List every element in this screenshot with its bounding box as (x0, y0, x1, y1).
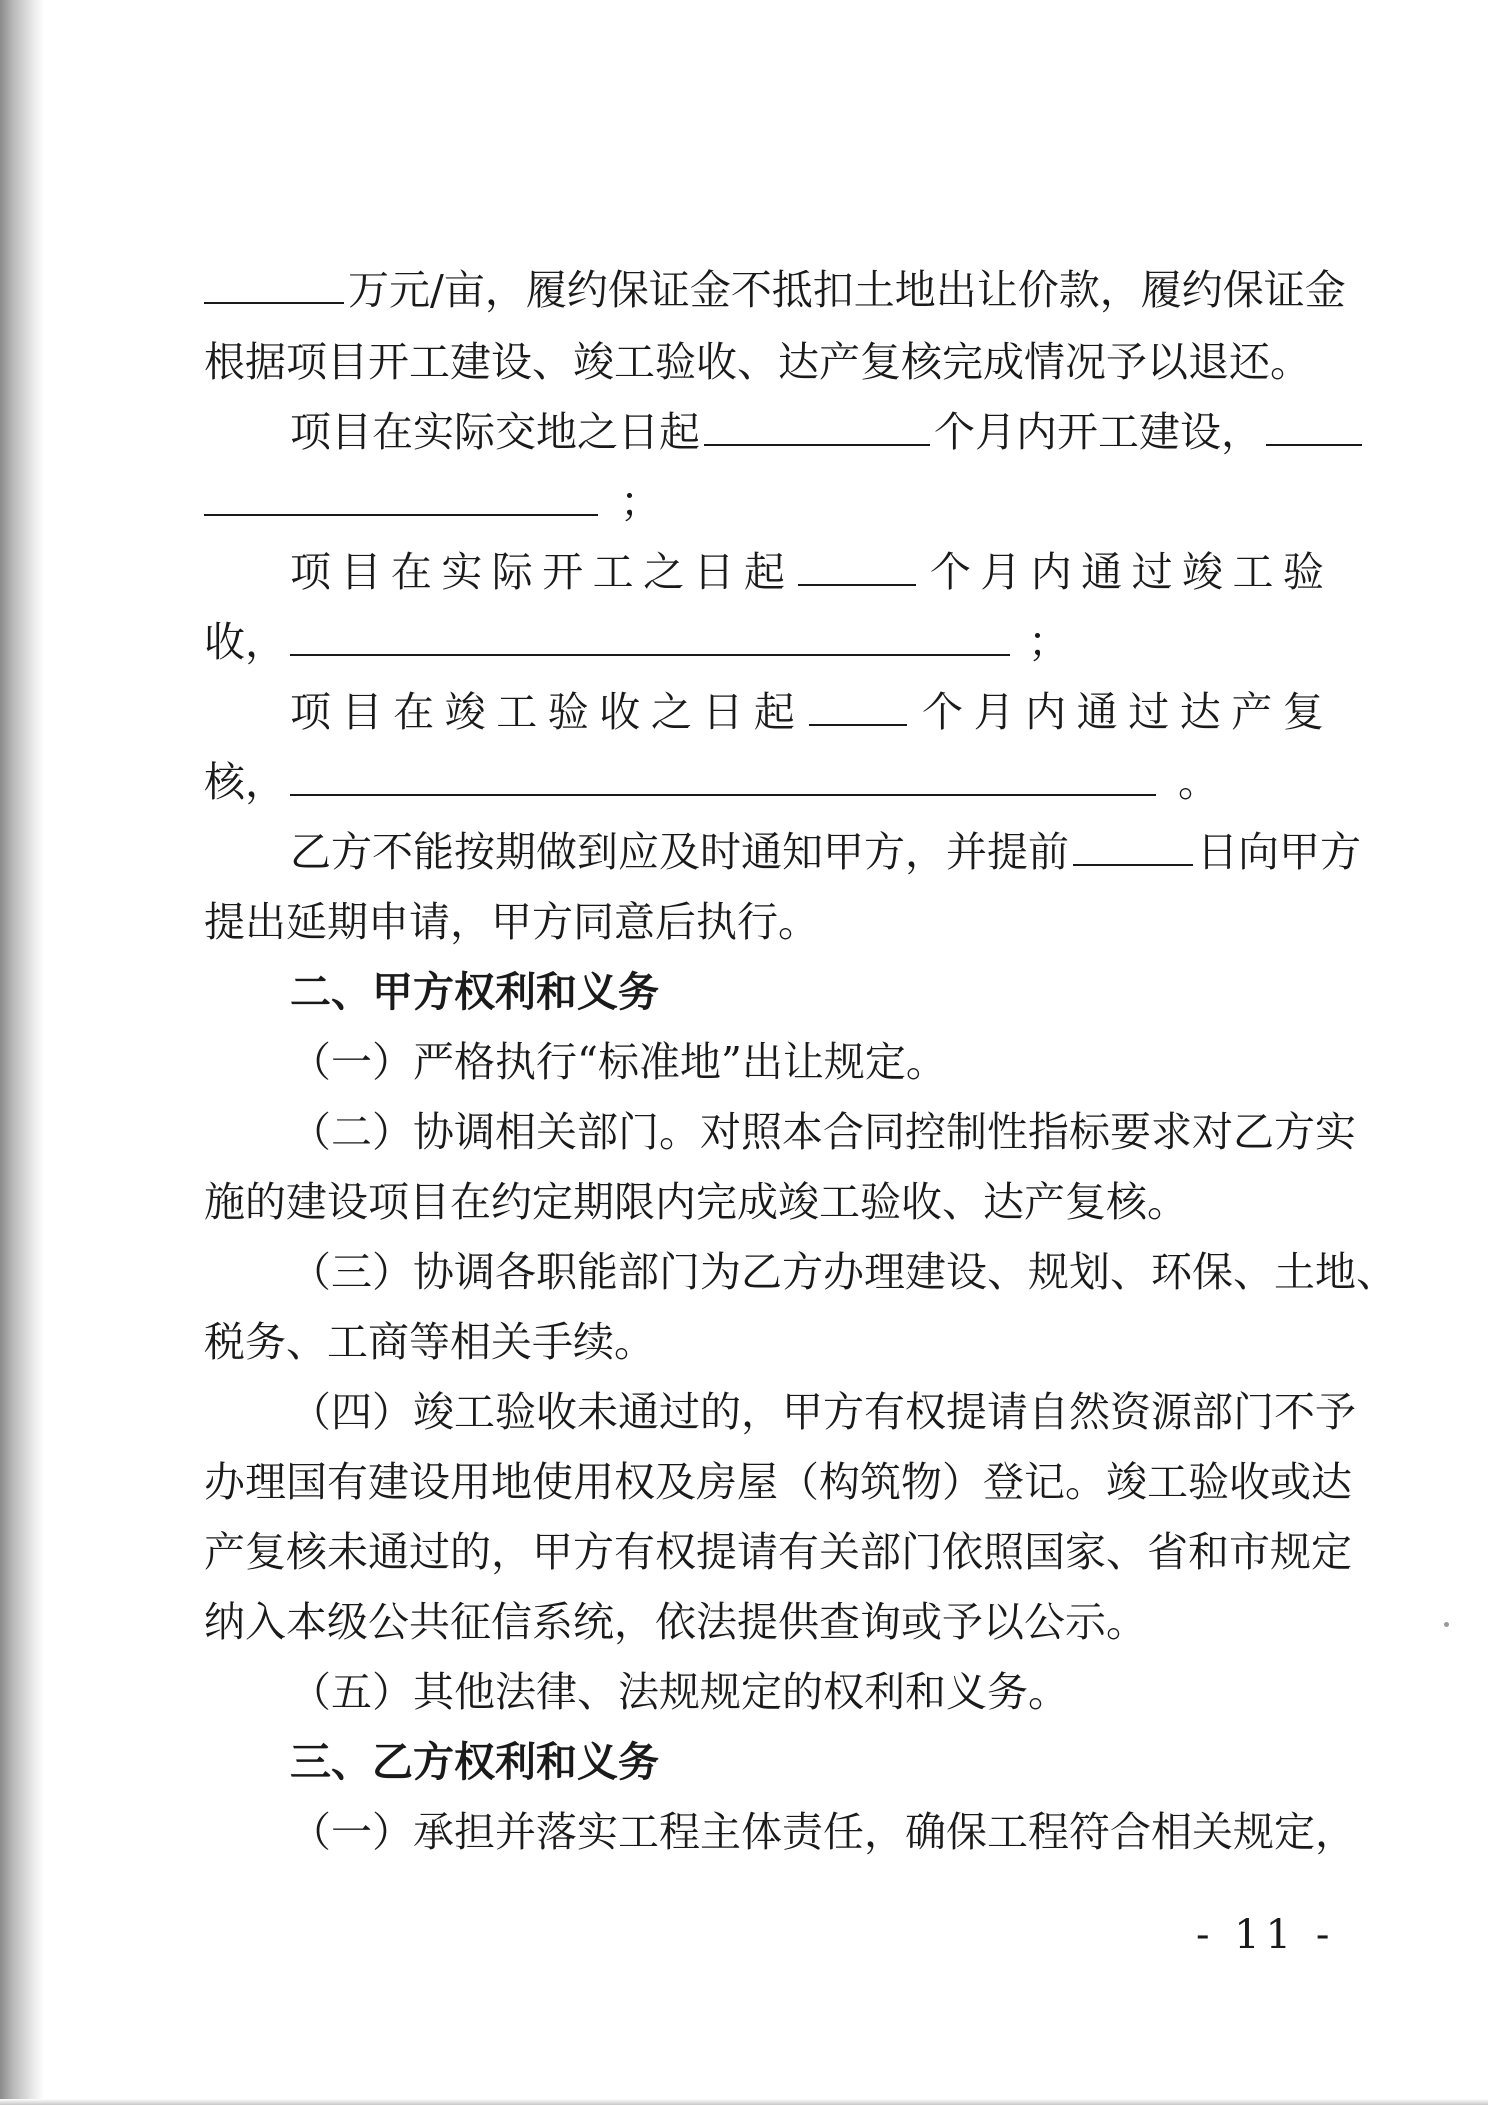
paragraph-line (204, 1314, 1324, 1370)
text: 办理国有建设用地使用权及房屋（构筑物）登记。竣工验收或达 (204, 1458, 1352, 1506)
paragraph-line-justified (290, 544, 1324, 600)
list-item (290, 1034, 1324, 1090)
paragraph-line (204, 1524, 1352, 1580)
char: 起 (743, 548, 785, 596)
char: 目 (341, 688, 383, 736)
char: 在 (390, 548, 432, 596)
paragraph-line (204, 1174, 1324, 1230)
list-item (290, 1104, 1356, 1160)
char: 过 (1128, 688, 1170, 736)
text: 税务、工商等相关手续。 (204, 1318, 655, 1366)
text: （一）严格执行“标准地”出让规定。 (290, 1038, 947, 1086)
text: 。 (1178, 758, 1219, 806)
char: 项 (290, 548, 331, 596)
char: 通 (1076, 688, 1118, 736)
paragraph-line (204, 1594, 1324, 1650)
char: 过 (1131, 548, 1173, 596)
fill-blank (1266, 408, 1362, 446)
text: 日向甲方 (1197, 828, 1361, 876)
char: 内 (1030, 548, 1072, 596)
list-item (290, 1244, 1397, 1300)
text: 项目在实际交地之日起 (290, 408, 700, 456)
text: （四）竣工验收未通过的，甲方有权提请自然资源部门不予 (290, 1388, 1356, 1436)
text: 核， (204, 758, 286, 806)
char: 竣 (444, 688, 486, 736)
paragraph-line (290, 824, 1361, 880)
page-number: - 11 - (1196, 1912, 1336, 1958)
char: 日 (693, 548, 735, 596)
char: 通 (1081, 548, 1123, 596)
char: 日 (702, 688, 744, 736)
char: 起 (753, 688, 795, 736)
fill-blank (204, 478, 598, 516)
char: 内 (1025, 688, 1067, 736)
section-heading (290, 964, 1324, 1020)
char: 在 (393, 688, 435, 736)
list-item (290, 1804, 1356, 1860)
char: 月 (980, 548, 1022, 596)
char: 复 (1282, 688, 1324, 736)
fill-blank (704, 408, 930, 446)
text: 产复核未通过的，甲方有权提请有关部门依照国家、省和市规定 (204, 1528, 1352, 1576)
text: 根据项目开工建设、竣工验收、达产复核完成情况予以退还。 (204, 338, 1311, 386)
paragraph-line (204, 614, 1324, 670)
text: 纳入本级公共征信系统，依法提供查询或予以公示。 (204, 1598, 1147, 1646)
char: 个 (922, 688, 964, 736)
char: 验 (1282, 548, 1324, 596)
text: （五）其他法律、法规规定的权利和义务。 (290, 1668, 1069, 1716)
text: ； (1028, 618, 1069, 666)
paragraph-line (204, 1454, 1352, 1510)
paragraph-line-justified (290, 684, 1324, 740)
fill-blank (204, 266, 344, 304)
paragraph-line (204, 754, 1324, 810)
list-item (290, 1664, 1324, 1720)
list-item (290, 1384, 1356, 1440)
char: 之 (650, 688, 692, 736)
text: （一）承担并落实工程主体责任，确保工程符合相关规定， (290, 1808, 1356, 1856)
fill-blank (1073, 828, 1193, 866)
char: 之 (643, 548, 685, 596)
section-heading (290, 1734, 1324, 1790)
text: 万元/亩，履约保证金不抵扣土地出让价款，履约保证金 (348, 266, 1346, 314)
fill-blank (290, 618, 1010, 656)
text: 收， (204, 618, 286, 666)
char: 工 (1232, 548, 1274, 596)
paragraph-line (204, 474, 1324, 530)
text: ； (620, 478, 661, 526)
char: 达 (1179, 688, 1221, 736)
paragraph-line (204, 262, 1346, 318)
text: 提出延期申请，甲方同意后执行。 (204, 898, 819, 946)
paragraph-line (204, 894, 1324, 950)
char: 目 (340, 548, 382, 596)
char: 收 (599, 688, 641, 736)
char: 工 (496, 688, 538, 736)
paragraph-line (204, 334, 1324, 390)
text: （二）协调相关部门。对照本合同控制性指标要求对乙方实 (290, 1108, 1356, 1156)
char: 个 (929, 548, 971, 596)
text: 施的建设项目在约定期限内完成竣工验收、达产复核。 (204, 1178, 1188, 1226)
fill-blank (809, 688, 907, 726)
char: 实 (441, 548, 483, 596)
text: 乙方不能按期做到应及时通知甲方，并提前 (290, 828, 1069, 876)
char: 项 (290, 688, 331, 736)
fill-blank (798, 548, 916, 586)
fill-blank (290, 758, 1156, 796)
text: （三）协调各职能部门为乙方办理建设、规划、环保、土地、 (290, 1248, 1397, 1296)
char: 开 (542, 548, 584, 596)
char: 际 (491, 548, 533, 596)
text: 个月内开工建设， (934, 408, 1262, 456)
char: 竣 (1182, 548, 1223, 596)
char: 产 (1231, 688, 1273, 736)
paragraph-line (290, 404, 1324, 460)
heading-text: 二、甲方权利和义务 (290, 968, 659, 1016)
heading-text: 三、乙方权利和义务 (290, 1738, 659, 1786)
char: 工 (592, 548, 634, 596)
char: 月 (973, 688, 1015, 736)
char: 验 (547, 688, 589, 736)
